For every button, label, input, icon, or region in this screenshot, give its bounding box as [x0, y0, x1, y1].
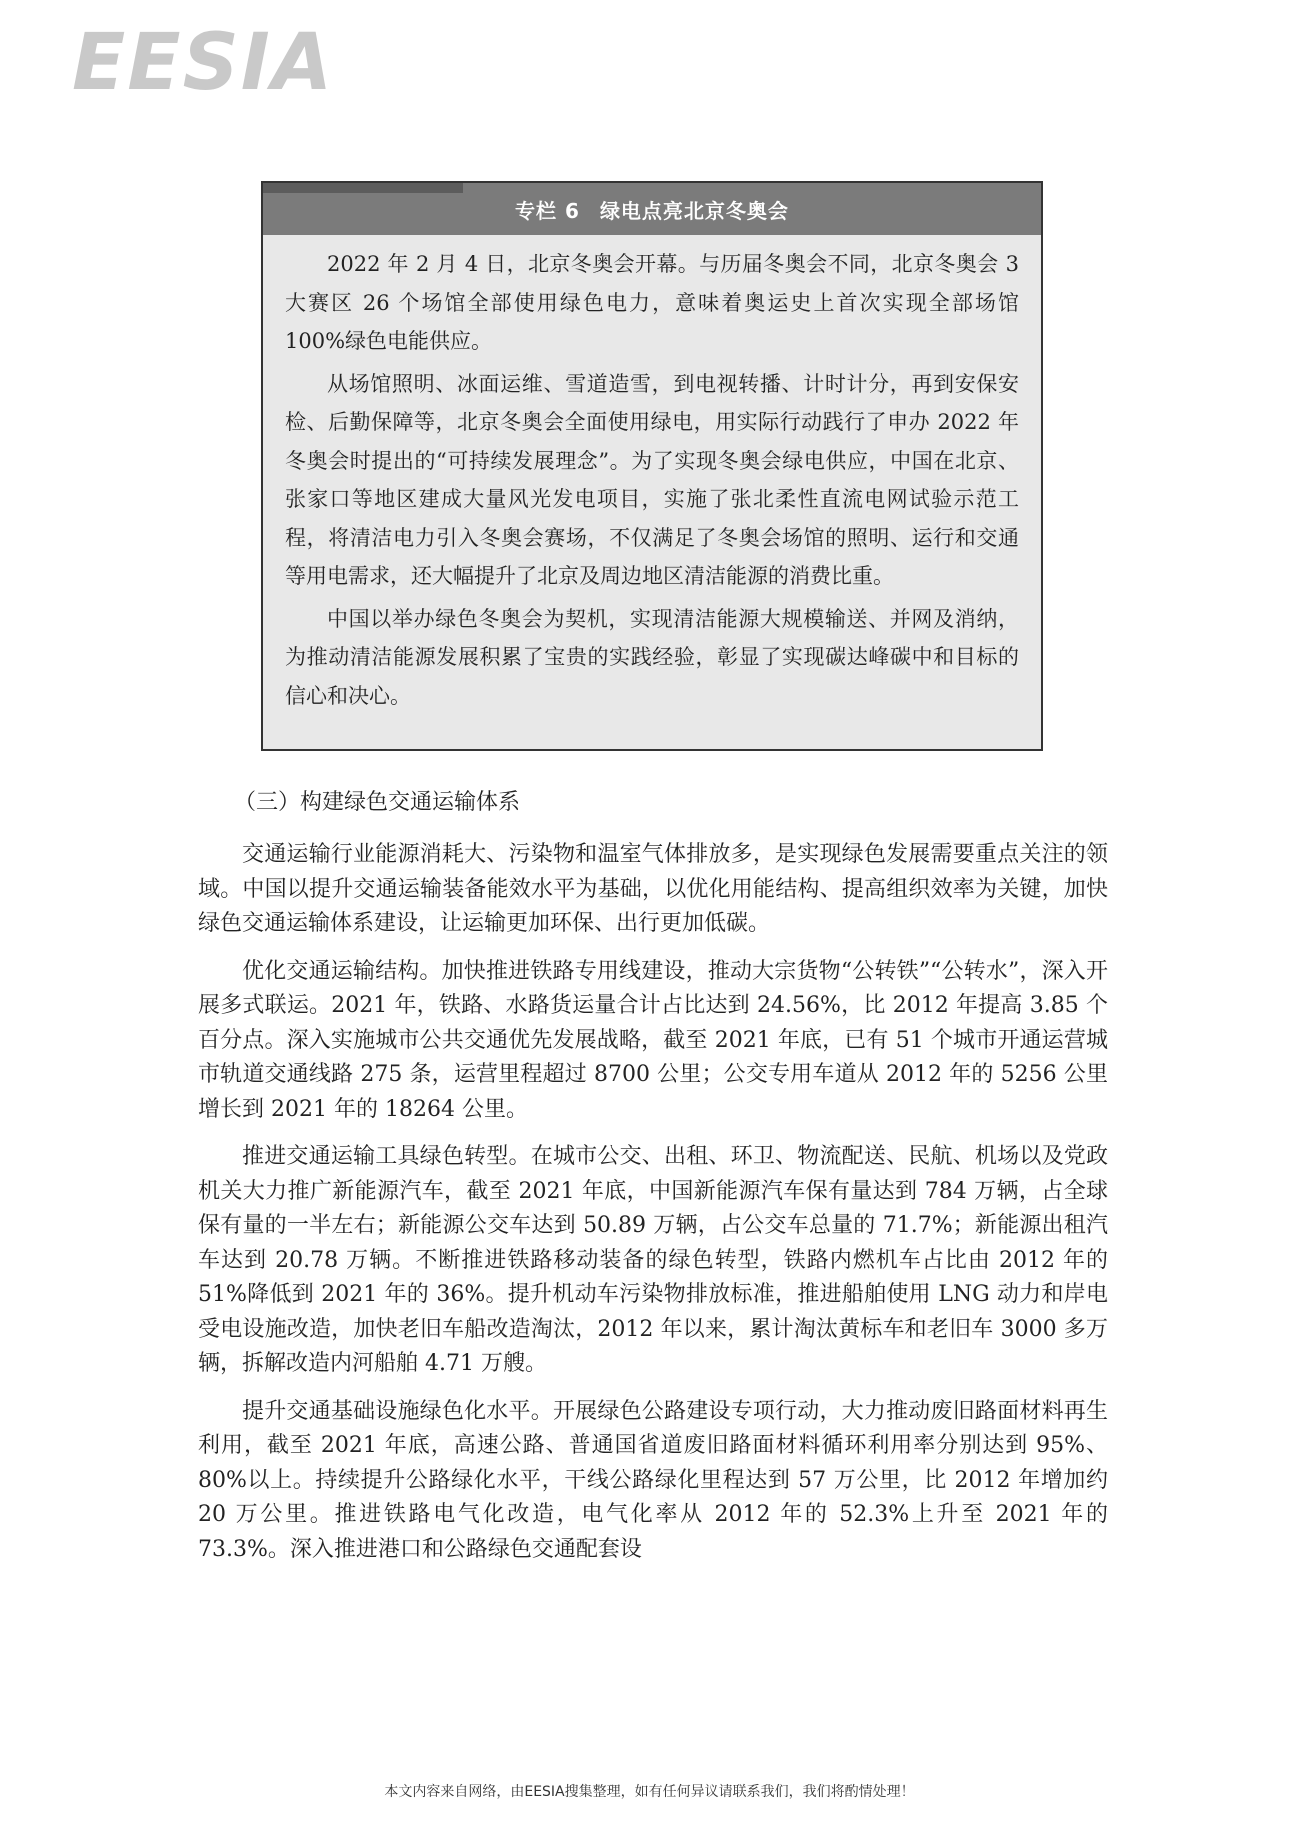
column-title: 绿电点亮北京冬奥会 — [599, 198, 789, 223]
column-paragraph: 中国以举办绿色冬奥会为契机，实现清洁能源大规模输送、并网及消纳，为推动清洁能源发展积累了宝贵的实践经验，彰显了实现碳达峰碳中和目标的信心和决心。 — [285, 606, 1019, 708]
body-paragraph: 推进交通运输工具绿色转型。在城市公交、出租、环卫、物流配送、民航、机场以及党政机关大力推广新能源汽车，截至 2021 年底，中国新能源汽车保有量达到 784 万辆，占全球保有量的一半左右；新能源公交车达到 50.89 万辆，占公交车总量的 71.7%；新能源出租汽车达到 20.78 万辆。不断推进铁路移动装备的绿色转型，铁路内燃机车占比由 2012 年的 51%降低到 2021 年的 36%。提升机动车污染物排放标准，推进船舶使用 LNG 动力和岸电受电设施改造，加快老旧车船改造淘汰，2012 年以来，累计淘汰黄标车和老旧车 3000 多万辆，拆解改造内河船舶 4.71 万艘。 — [198, 1144, 1108, 1376]
body-paragraph: 提升交通基础设施绿色化水平。开展绿色公路建设专项行动，大力推动废旧路面材料再生利用，截至 2021 年底，高速公路、普通国省道废旧路面材料循环利用率分别达到 95%、80%以上。持续提升公路绿化水平，干线公路绿化里程达到 57 万公里，比 2012 年增加约 20 万公里。推进铁路电气化改造，电气化率从 2012 年的 52.3%上升至 2021 年的 73.3%。深入推进港口和公路绿色交通配套设 — [198, 1398, 1108, 1562]
column-body — [263, 235, 1041, 715]
eesia-logo: EESIA — [72, 18, 335, 108]
column-paragraph: 2022 年 2 月 4 日，北京冬奥会开幕。与历届冬奥会不同，北京冬奥会 3 大赛区 26 个场馆全部使用绿色电力，意味着奥运史上首次实现全部场馆 100%绿色电能供应。 — [285, 252, 1019, 353]
section-heading: （三）构建绿色交通运输体系 — [234, 790, 521, 815]
page-footer: 本文内容来自网络，由EESIA搜集整理，如有任何异议请联系我们，我们将酌情处理！ — [384, 1784, 915, 1800]
sidebar-column-box — [261, 181, 1043, 751]
main-text — [198, 786, 1108, 1580]
body-paragraph: 优化交通运输结构。加快推进铁路专用线建设，推动大宗货物“公转铁”“公转水”，深入开展多式联运。2021 年，铁路、水路货运量合计占比达到 24.56%，比 2012 年提高 3.85 个百分点。深入实施城市公共交通优先发展战略，截至 2021 年底，已有 51 个城市开通运营城市轨道交通线路 275 条，运营里程超过 8700 公里；公交专用车道从 2012 年的 5256 公里增长到 2021 年的 18264 公里。 — [198, 958, 1108, 1122]
column-paragraph: 从场馆照明、冰面运维、雪道造雪，到电视转播、计时计分，再到安保安检、后勤保障等，北京冬奥会全面使用绿电，用实际行动践行了申办 2022 年冬奥会时提出的“可持续发展理念”。为了实现冬奥会绿电供应，中国在北京、张家口等地区建成大量风光发电项目，实施了张北柔性直流电网试验示范工程，将清洁电力引入冬奥会赛场，不仅满足了冬奥会场馆的照明、运行和交通等用电需求，还大幅提升了北京及周边地区清洁能源的消费比重。 — [285, 371, 1019, 588]
column-header — [263, 183, 1041, 235]
column-number: 专栏 6 — [515, 198, 580, 223]
header-tab-decoration — [263, 183, 463, 193]
body-paragraph: 交通运输行业能源消耗大、污染物和温室气体排放多，是实现绿色发展需要重点关注的领域。中国以提升交通运输装备能效水平为基础，以优化用能结构、提高组织效率为关键，加快绿色交通运输体系建设，让运输更加环保、出行更加低碳。 — [198, 842, 1108, 936]
